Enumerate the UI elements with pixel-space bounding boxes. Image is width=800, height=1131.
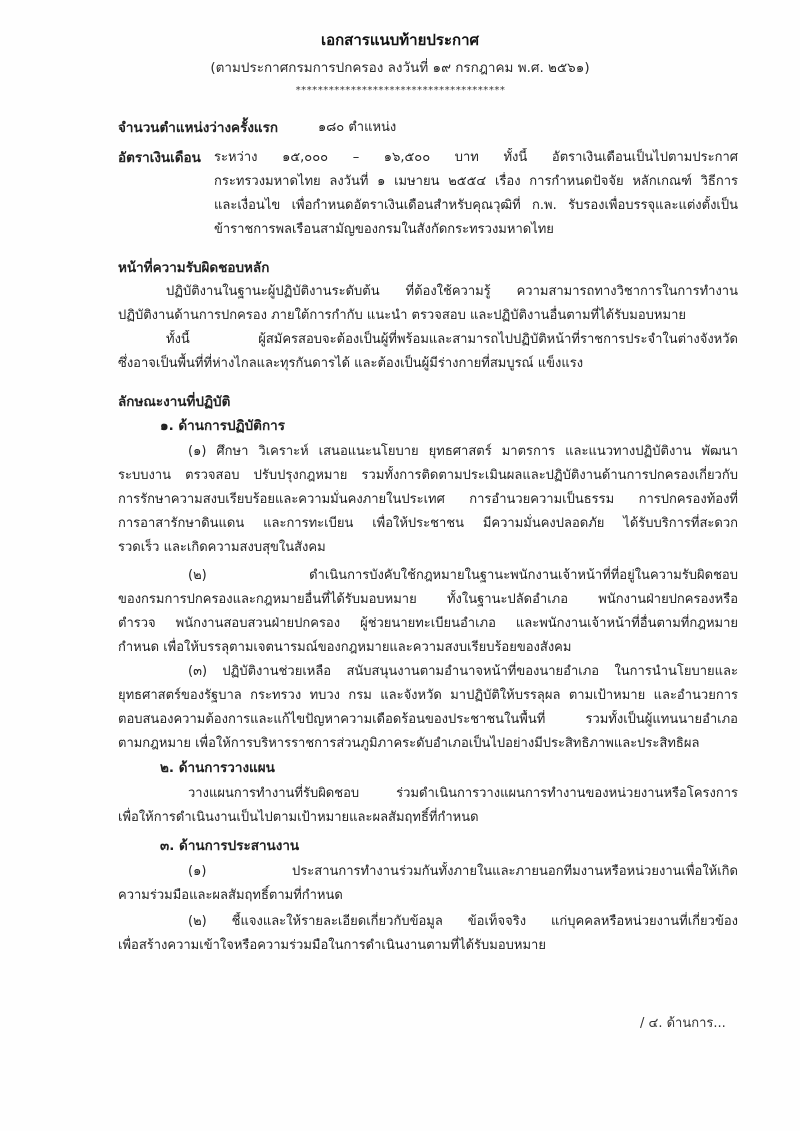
work-nature-heading: ลักษณะงานที่ปฏิบัติ (118, 394, 231, 410)
section-line: เพื่อสร้างความเข้าใจหรือความร่วมมือในการดำเนินงานตามที่ได้รับมอบหมาย (118, 938, 546, 953)
responsibilities-line: ปฏิบัติงานในฐานะผู้ปฏิบัติงานระดับต้น ที่ต้องใช้ความรู้ ความสามารถทางวิชาการในการทำงาน (166, 284, 738, 299)
document-title: เอกสารแนบท้ายประกาศ (320, 31, 480, 49)
section-line: ตอบสนองความต้องการและแก้ไขปัญหาความเดือดร้อนของประชาชนในพื้นที่ รวมทั้งเป็นผู้แทนนายอำเภอ (118, 712, 738, 727)
responsibilities-line: ทั้งนี้ ผู้สมัครสอบจะต้องเป็นผู้ที่พร้อมและสามารถไปปฏิบัติหน้าที่ราชการประจำในต่างจังหวัด (166, 332, 738, 347)
section-line: (๑) ศึกษา วิเคราะห์ เสนอแนะนโยบาย ยุทธศาสตร์ มาตรการ และแนวทางปฏิบัติงาน พัฒนา (188, 444, 738, 459)
section-line: ความร่วมมือและผลสัมฤทธิ์ตามที่กำหนด (118, 888, 343, 903)
section-line: กำหนด เพื่อให้บรรลุตามเจตนารมณ์ของกฎหมายและความสงบเรียบร้อยของสังคม (118, 640, 572, 655)
salary-line: ข้าราชการพลเรือนสามัญของกรมในสังกัดกระทรวงมหาดไทย (214, 222, 554, 237)
responsibilities-line: ซึ่งอาจเป็นพื้นที่ที่ห่างไกลและทุรกันดารได้ และต้องเป็นผู้มีร่างกายที่สมบูรณ์ แข็งแรง (118, 356, 584, 371)
separator: ************************************** (295, 85, 505, 96)
section-title: ๒. ด้านการวางแผน (160, 760, 275, 776)
salary-line: กระทรวงมหาดไทย ลงวันที่ ๑ เมษายน ๒๕๕๔ เรื่อง การกำหนดปัจจัย หลักเกณฑ์ วิธีการ (214, 174, 738, 189)
section-line: ระบบงาน ตรวจสอบ ปรับปรุงกฎหมาย รวมทั้งการติดตามประเมินผลและปฏิบัติงานด้านการปกครองเกี่ยวกับ (118, 468, 738, 483)
section-line: การรักษาความสงบเรียบร้อยและความมั่นคงภายในประเทศ การอำนวยความเป็นธรรม การปกครองท้องที่ (118, 492, 738, 507)
section-line: ตำรวจ พนักงานสอบสวนฝ่ายปกครอง ผู้ช่วยนายทะเบียนอำเภอ และพนักงานเจ้าหน้าที่อื่นตามที่กฎหมาย (118, 616, 738, 631)
section-line: การอาสารักษาดินแดน และการทะเบียน เพื่อให้ประชาชน มีความมั่นคงปลอดภัย ได้รับบริการที่สะดวก (118, 516, 738, 531)
section-line: วางแผนการทำงานที่รับผิดชอบ ร่วมดำเนินการวางแผนการทำงานของหน่วยงานหรือโครงการ (188, 786, 738, 801)
positions-label: จำนวนตำแหน่งว่างครั้งแรก (118, 120, 279, 136)
section-title: ๑. ด้านการปฏิบัติการ (160, 418, 285, 434)
section-line: ตามกฎหมาย เพื่อให้การบริหารราชการส่วนภูมิภาคระดับอำเภอเป็นไปอย่างมีประสิทธิภาพและประสิทธิผล (118, 736, 700, 751)
section-line: ของกรมการปกครองและกฎหมายอื่นที่ได้รับมอบหมาย ทั้งในฐานะปลัดอำเภอ พนักงานฝ่ายปกครองหรือ (118, 592, 738, 607)
salary-line: ระหว่าง ๑๕,๐๐๐ – ๑๖,๕๐๐ บาท ทั้งนี้ อัตราเงินเดือนเป็นไปตามประกาศ (214, 150, 738, 165)
section-title: ๓. ด้านการประสานงาน (160, 838, 300, 854)
salary-label: อัตราเงินเดือน (118, 150, 201, 166)
responsibilities-line: ปฏิบัติงานด้านการปกครอง ภายใต้การกำกับ แนะนำ ตรวจสอบ และปฏิบัติงานอื่นตามที่ได้รับมอบหมาย (118, 308, 686, 323)
salary-line: และเงื่อนไข เพื่อกำหนดอัตราเงินเดือนสำหรับคุณวุฒิที่ ก.พ. รับรองเพื่อบรรจุและแต่งตั้งเป็น (214, 198, 738, 213)
section-line: (๒) ดำเนินการบังคับใช้กฎหมายในฐานะพนักงานเจ้าหน้าที่ที่อยู่ในความรับผิดชอบ (188, 568, 738, 583)
positions-value: ๑๘๐ ตำแหน่ง (318, 120, 397, 135)
section-line: (๑) ประสานการทำงานร่วมกันทั้งภายในและภายนอกทีมงานหรือหน่วยงานเพื่อให้เกิด (188, 864, 738, 879)
section-line: รวดเร็ว และเกิดความสงบสุขในสังคม (118, 540, 326, 555)
section-line: (๒) ชี้แจงและให้รายละเอียดเกี่ยวกับข้อมูล ข้อเท็จจริง แก่บุคคลหรือหน่วยงานที่เกี่ยวข้อง (188, 914, 738, 929)
section-line: ยุทธศาสตร์ของรัฐบาล กระทรวง ทบวง กรม และจังหวัด มาปฏิบัติให้บรรลุผล ตามเป้าหมาย และอำนวยการ (118, 688, 738, 703)
section-line: (๓) ปฏิบัติงานช่วยเหลือ สนับสนุนงานตามอำนาจหน้าที่ของนายอำเภอ ในการนำนโยบายและ (188, 664, 738, 679)
section-line: เพื่อให้การดำเนินงานเป็นไปตามเป้าหมายและผลสัมฤทธิ์ที่กำหนด (118, 810, 479, 825)
document-subtitle: (ตามประกาศกรมการปกครอง ลงวันที่ ๑๙ กรกฎาคม พ.ศ. ๒๕๖๑) (210, 60, 590, 76)
page-continuation: / ๔. ด้านการ... (640, 1016, 726, 1031)
responsibilities-heading: หน้าที่ความรับผิดชอบหลัก (118, 260, 270, 276)
